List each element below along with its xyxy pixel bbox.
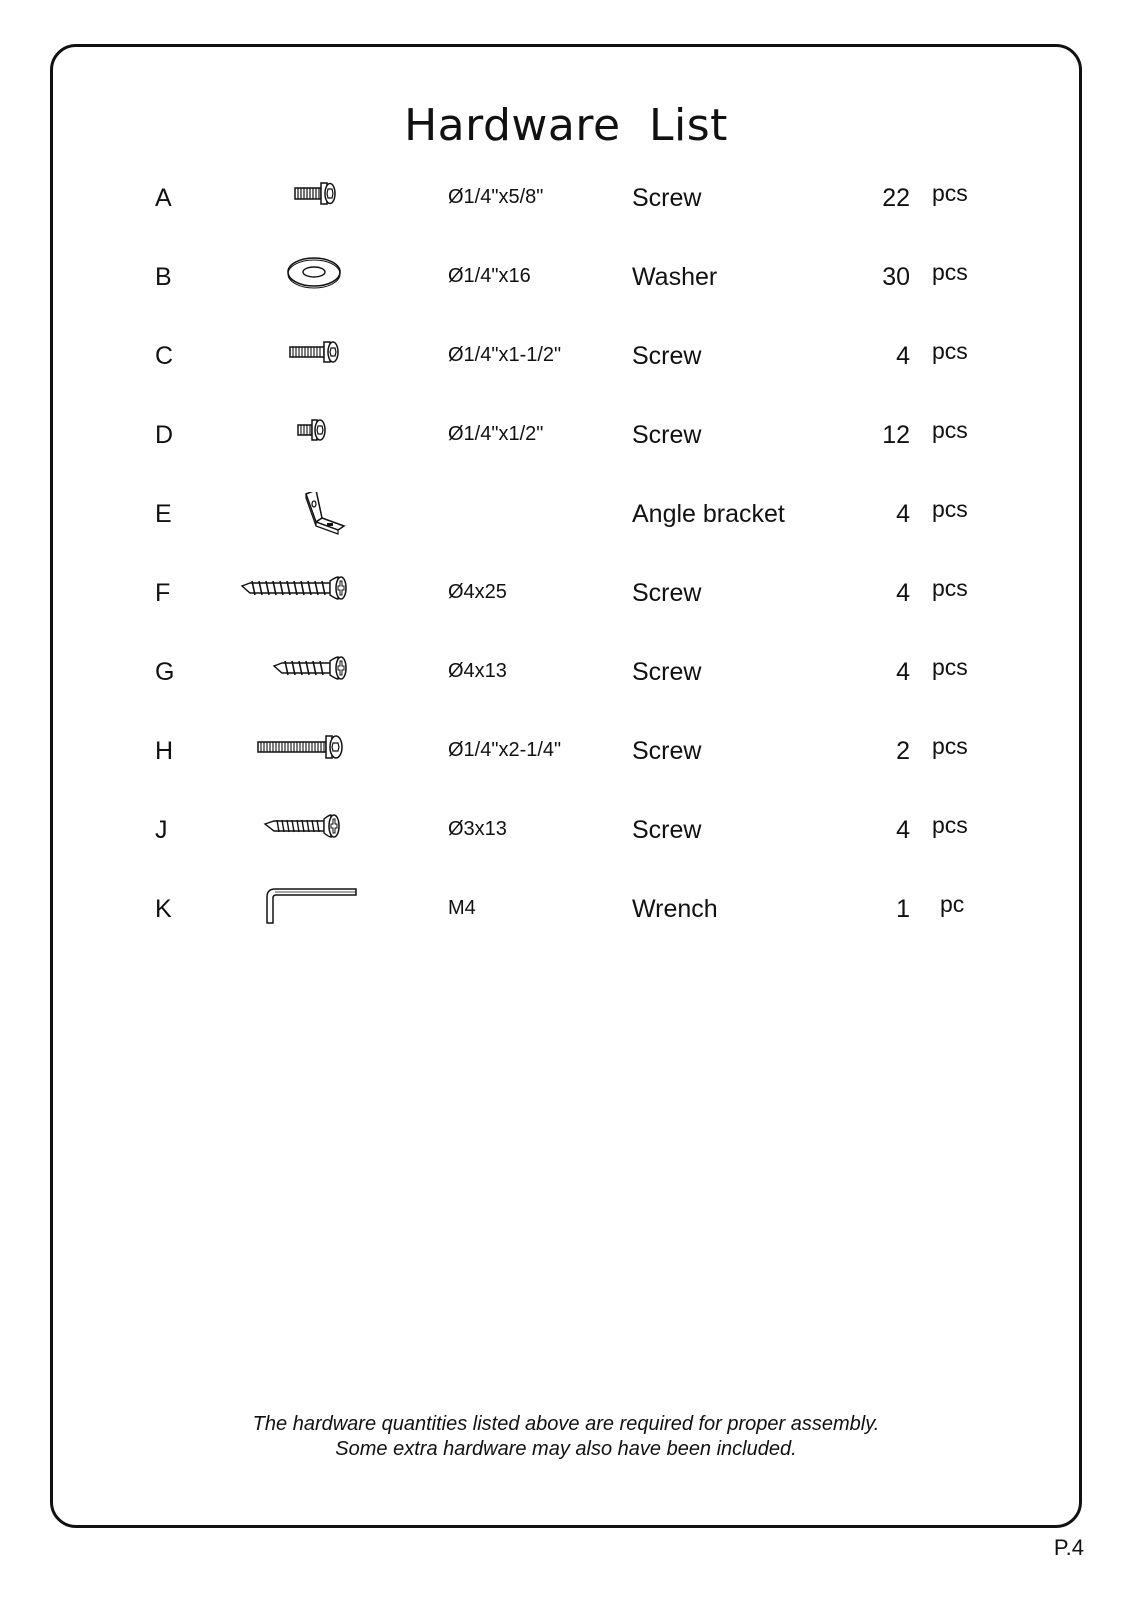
item-letter: H (155, 737, 174, 765)
item-name: Screw (632, 579, 702, 607)
item-unit: pcs (932, 812, 968, 838)
item-size: Ø4x25 (448, 581, 507, 603)
wood-screw-small-icon (230, 808, 390, 856)
item-quantity: 4 (896, 500, 910, 528)
machine-screw-tiny-icon (230, 413, 390, 461)
item-unit: pcs (932, 575, 968, 601)
item-size: Ø1/4"x2-1/4" (448, 739, 562, 761)
hardware-row (0, 650, 1132, 710)
item-quantity: 2 (896, 737, 910, 765)
hardware-row (0, 492, 1132, 552)
washer-icon (230, 255, 390, 303)
item-name: Washer (632, 263, 718, 291)
item-unit: pcs (932, 654, 968, 680)
item-letter: E (155, 500, 172, 528)
item-unit: pcs (932, 259, 968, 285)
machine-screw-short-icon (230, 176, 390, 224)
item-name: Screw (632, 658, 702, 686)
item-quantity: 12 (882, 421, 910, 449)
item-unit: pcs (932, 180, 968, 206)
hardware-row (0, 176, 1132, 236)
page-title: Hardware List (404, 100, 728, 151)
wood-screw-long-icon (230, 571, 390, 619)
hardware-row (0, 413, 1132, 473)
item-size: M4 (448, 897, 476, 919)
item-unit: pcs (932, 733, 968, 759)
item-quantity: 4 (896, 658, 910, 686)
item-name: Screw (632, 816, 702, 844)
item-name: Screw (632, 421, 702, 449)
item-size: Ø1/4"x5/8" (448, 186, 544, 208)
hardware-row (0, 334, 1132, 394)
item-letter: A (155, 184, 172, 212)
angle-bracket-icon (230, 492, 390, 540)
item-quantity: 22 (882, 184, 910, 212)
item-unit: pcs (932, 338, 968, 364)
item-size: Ø3x13 (448, 818, 507, 840)
item-quantity: 4 (896, 816, 910, 844)
item-name: Screw (632, 737, 702, 765)
item-size: Ø1/4"x1-1/2" (448, 344, 562, 366)
item-unit: pcs (932, 417, 968, 443)
item-size: Ø1/4"x1/2" (448, 423, 544, 445)
item-name: Screw (632, 184, 702, 212)
item-letter: B (155, 263, 172, 291)
note-line-1: The hardware quantities listed above are required for proper assembly. (252, 1413, 880, 1435)
machine-screw-long-icon (230, 729, 390, 777)
machine-screw-medium-icon (230, 334, 390, 382)
item-letter: G (155, 658, 175, 686)
item-quantity: 4 (896, 342, 910, 370)
hardware-row (0, 729, 1132, 789)
hardware-row (0, 808, 1132, 868)
item-quantity: 30 (882, 263, 910, 291)
item-name: Wrench (632, 895, 718, 923)
item-quantity: 1 (896, 895, 910, 923)
page-number: P.4 (1053, 1535, 1084, 1560)
hardware-row (0, 887, 1132, 947)
hardware-row (0, 571, 1132, 631)
item-letter: K (155, 895, 172, 923)
item-size: Ø1/4"x16 (448, 265, 531, 287)
item-name: Angle bracket (632, 500, 785, 528)
note-line-2: Some extra hardware may also have been included. (335, 1438, 797, 1460)
item-letter: D (155, 421, 174, 449)
item-quantity: 4 (896, 579, 910, 607)
item-letter: C (155, 342, 174, 370)
hardware-note (0, 1412, 1132, 1462)
item-size: Ø4x13 (448, 660, 507, 682)
item-unit: pc (940, 891, 965, 917)
allen-wrench-icon (230, 887, 390, 935)
item-unit: pcs (932, 496, 968, 522)
wood-screw-short-icon (230, 650, 390, 698)
item-letter: F (155, 579, 171, 607)
item-name: Screw (632, 342, 702, 370)
item-letter: J (155, 816, 168, 844)
hardware-row (0, 255, 1132, 315)
